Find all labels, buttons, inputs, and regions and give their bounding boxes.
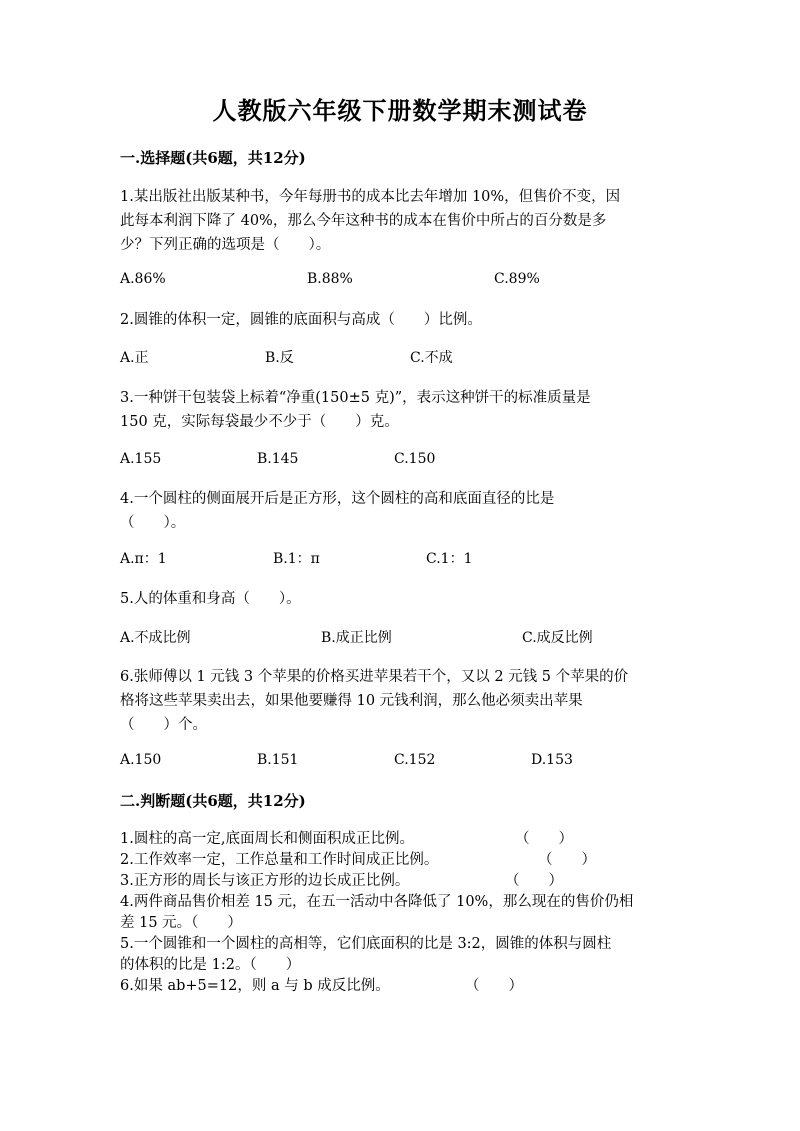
judge-text: 的体积的比是 1:2。（ ） xyxy=(120,957,301,973)
option-d: D.153 xyxy=(531,752,573,768)
question-5-options xyxy=(120,627,680,649)
question-4 xyxy=(120,487,680,535)
option-c: C.1：1 xyxy=(426,551,473,567)
page-title: 人教版六年级下册数学期末测试卷 xyxy=(212,96,588,125)
question-text: 3.一种饼干包装袋上标着“净重(150±5 克)”，表示这种饼干的标准质量是 xyxy=(120,390,591,406)
judge-text: 3.正方形的周长与该正方形的边长成正比例。 xyxy=(120,873,410,889)
answer-bracket: （ ） xyxy=(465,978,523,994)
option-c: C.152 xyxy=(394,752,436,768)
question-text: 6.张师傅以 1 元钱 3 个苹果的价格买进苹果若干个，又以 2 元钱 5 个苹果的价 xyxy=(120,669,629,685)
option-b: B.88% xyxy=(307,271,353,287)
judge-text: 5.一个圆锥和一个圆柱的高相等，它们底面积的比是 3:2，圆锥的体积与圆柱 xyxy=(120,936,612,952)
judge-item-3 xyxy=(120,871,690,892)
question-2 xyxy=(120,308,680,332)
question-2-options xyxy=(120,347,680,369)
judge-text: 差 15 元。（ ） xyxy=(120,915,242,931)
option-a: A.π：1 xyxy=(120,551,167,567)
option-a: A.不成比例 xyxy=(120,630,191,646)
question-text: （ ）。 xyxy=(120,515,186,531)
option-a: A.正 xyxy=(120,350,149,366)
judge-item-6 xyxy=(120,976,690,997)
question-text: 少？下列正确的选项是（ ）。 xyxy=(120,237,331,253)
option-c: C.成反比例 xyxy=(522,630,593,646)
question-6-options xyxy=(120,749,680,771)
option-c: C.不成 xyxy=(410,350,453,366)
judge-item-5 xyxy=(120,934,690,976)
question-text: （ ）个。 xyxy=(120,717,207,733)
judge-text: 4.两件商品售价相差 15 元，在五一活动中各降低了 10%，那么现在的售价仍相 xyxy=(120,894,634,910)
option-b: B.151 xyxy=(257,752,299,768)
question-3-options xyxy=(120,448,680,470)
question-text: 格将这些苹果卖出去，如果他要赚得 10 元钱利润，那么他必须卖出苹果 xyxy=(120,693,583,709)
option-c: C.150 xyxy=(394,451,436,467)
judge-text: 1.圆柱的高一定,底面周长和侧面积成正比例。 xyxy=(120,831,414,847)
question-text: 4.一个圆柱的侧面展开后是正方形，这个圆柱的高和底面直径的比是 xyxy=(120,491,555,507)
option-a: A.155 xyxy=(120,451,162,467)
answer-bracket: （ ） xyxy=(538,852,596,868)
option-a: A.86% xyxy=(120,271,166,287)
question-3 xyxy=(120,386,680,434)
option-b: B.1：π xyxy=(273,551,320,567)
question-text: 2.圆锥的体积一定，圆锥的底面积与高成（ ）比例。 xyxy=(120,312,482,328)
option-b: B.反 xyxy=(265,350,294,366)
question-text: 此每本利润下降了 40%，那么今年这种书的成本在售价中所占的百分数是多 xyxy=(120,213,607,229)
option-b: B.145 xyxy=(257,451,299,467)
question-text: 150 克，实际每袋最少不少于（ ）克。 xyxy=(120,414,399,430)
question-5 xyxy=(120,587,680,611)
judge-item-2 xyxy=(120,850,690,871)
section-heading-choice: 一.选择题(共6题，共12分) xyxy=(120,149,306,167)
question-1 xyxy=(120,185,680,257)
answer-bracket: （ ） xyxy=(515,831,573,847)
section-heading-judge: 二.判断题(共6题，共12分) xyxy=(120,792,306,810)
question-6 xyxy=(120,665,680,737)
answer-bracket: （ ） xyxy=(505,873,563,889)
question-text: 1.某出版社出版某种书，今年每册书的成本比去年增加 10%，但售价不变，因 xyxy=(120,189,621,205)
judge-text: 6.如果 ab+5=12，则 a 与 b 成反比例。 xyxy=(120,978,390,994)
judge-item-4 xyxy=(120,892,690,934)
option-b: B.成正比例 xyxy=(321,630,392,646)
judge-item-1 xyxy=(120,829,690,850)
option-a: A.150 xyxy=(120,752,162,768)
judge-text: 2.工作效率一定，工作总量和工作时间成正比例。 xyxy=(120,852,439,868)
question-1-options xyxy=(120,268,680,290)
option-c: C.89% xyxy=(494,271,540,287)
question-4-options xyxy=(120,548,680,570)
question-text: 5.人的体重和身高（ ）。 xyxy=(120,591,301,607)
